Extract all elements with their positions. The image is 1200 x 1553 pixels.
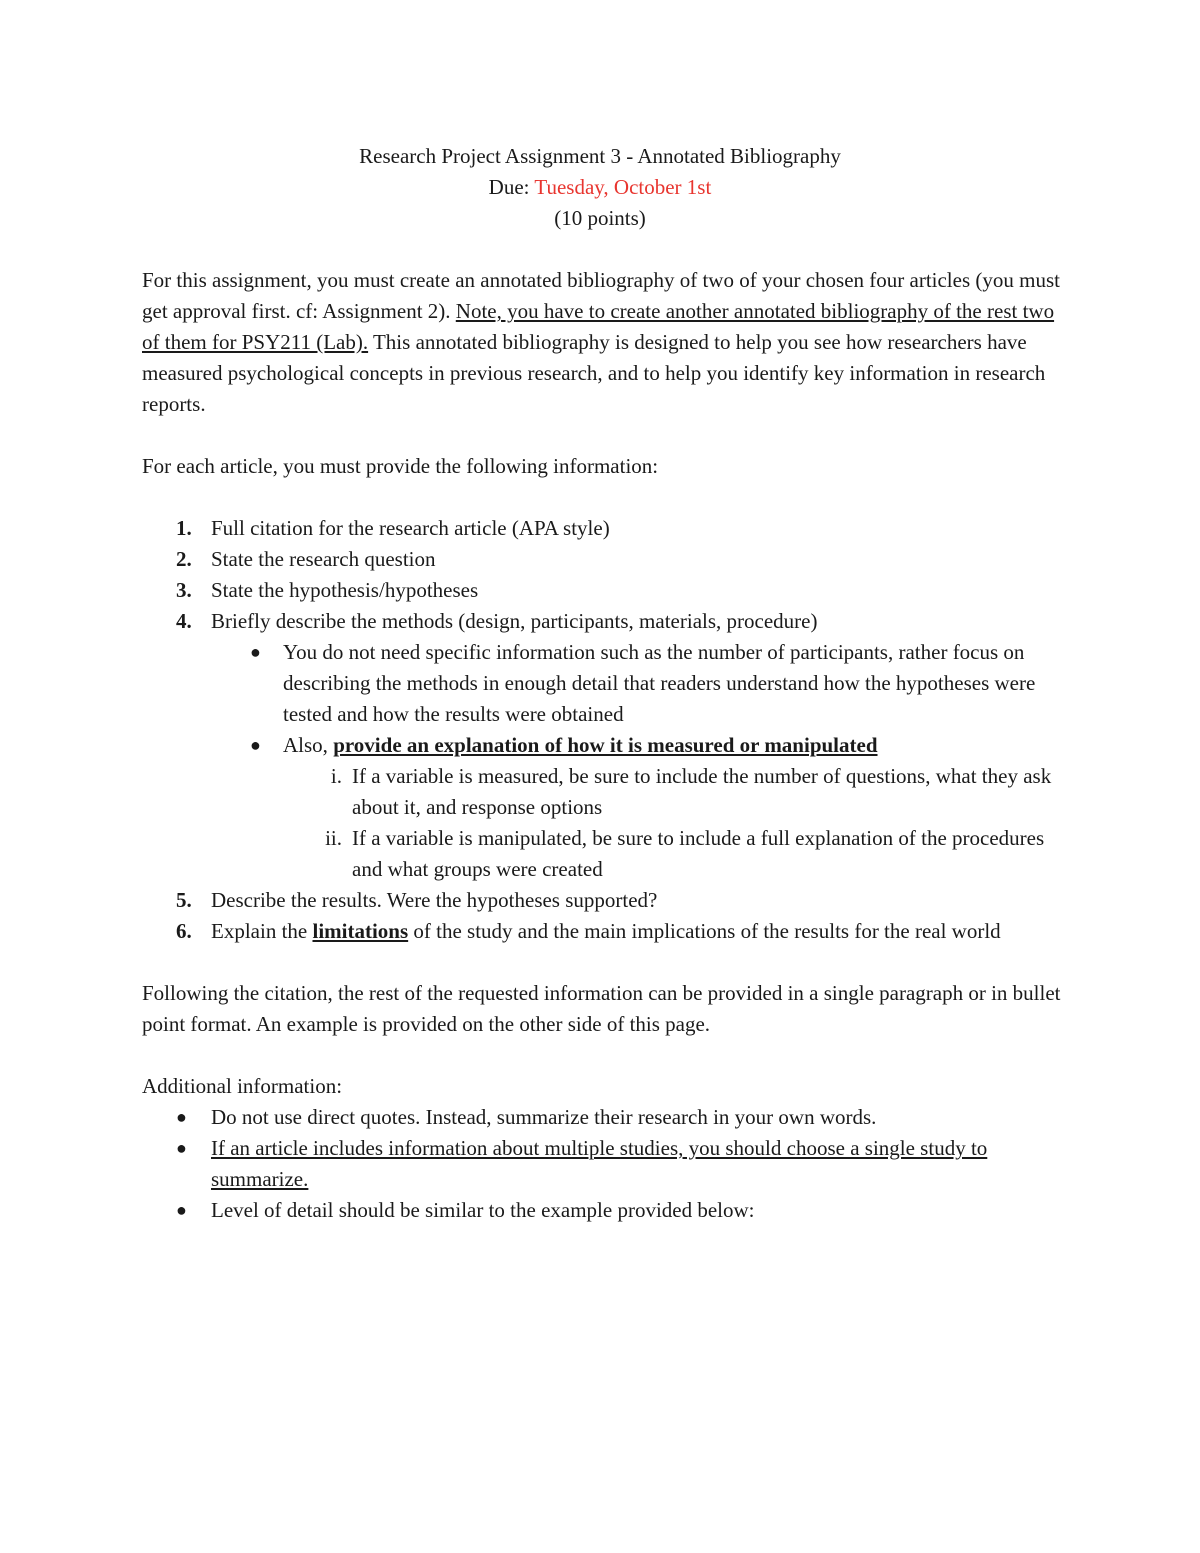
list-item-text: State the hypothesis/hypotheses [211, 578, 479, 602]
bullet-icon: ● [250, 642, 261, 662]
bullet-icon: ● [176, 1138, 187, 1158]
intro-paragraph [142, 265, 1067, 420]
requirements-list [142, 513, 1067, 947]
document-body [142, 265, 1067, 1226]
due-line [0, 172, 1200, 203]
bullet-icon: ● [250, 735, 261, 755]
bullet-icon: ● [176, 1107, 187, 1127]
sub-bullet-text: You do not need specific information such as the number of participants, rather focus on describing the methods in enough detail that readers understand how the hypotheses were tested and how the results were obtained [283, 640, 1036, 726]
roman-item: ii. If a variable is manipulated, be sure to include a full explanation of the procedures and what groups were created [142, 823, 1067, 885]
list-item: 5. Describe the results. Were the hypotheses supported? [142, 885, 1067, 916]
additional-heading: Additional information: [142, 1074, 343, 1098]
sub-bullet [142, 730, 1067, 761]
following-paragraph: Following the citation, the rest of the requested information can be provided in a single paragraph or in bullet point format. An example is provided on the other side of this page. [142, 981, 1061, 1036]
list-item: 4. Briefly describe the methods (design, participants, materials, procedure) [142, 606, 1067, 637]
list-item: 2. State the research question [142, 544, 1067, 575]
list-item-emphasis: limitations [312, 919, 409, 943]
points: (10 points) [554, 206, 646, 230]
due-label: Due: [488, 175, 535, 199]
roman-item: i. If a variable is measured, be sure to include the number of questions, what they ask about it, and response options [142, 761, 1067, 823]
list-item-text: If an article includes information about multiple studies, you should choose a single study to summarize. [211, 1136, 988, 1191]
list-item [142, 1102, 1067, 1133]
sub-bullet-prefix: Also, [283, 733, 334, 757]
list-item-text: Describe the results. Were the hypotheses supported? [211, 888, 658, 912]
document-title: Research Project Assignment 3 - Annotated Bibliography [359, 144, 841, 168]
list-item-text [142, 916, 1067, 947]
list-item: 1. Full citation for the research article (APA style) [142, 513, 1067, 544]
roman-item-text: If a variable is measured, be sure to include the number of questions, what they ask about it, and response options [352, 764, 1052, 819]
list-item [142, 1133, 1067, 1195]
for-each-paragraph: For each article, you must provide the following information: [142, 454, 659, 478]
intro-text: For this assignment, you must create an annotated bibliography of two of your chosen four articles (you must get approval first. cf: Assignment 2). [142, 268, 1060, 323]
due-date: Tuesday, October 1st [534, 175, 712, 199]
list-item: 3. State the hypothesis/hypotheses [142, 575, 1067, 606]
list-item-text: Level of detail should be similar to the example provided below: [211, 1198, 755, 1222]
roman-item-text: If a variable is manipulated, be sure to include a full explanation of the procedures and what groups were created [352, 826, 1045, 881]
list-item-text: Briefly describe the methods (design, participants, materials, procedure) [211, 609, 818, 633]
list-item-text: Full citation for the research article (APA style) [211, 516, 610, 540]
sub-bullet-emphasis: provide an explanation of how it is measured or manipulated [333, 733, 878, 757]
list-item-text: State the research question [211, 547, 436, 571]
list-item: 6. Explain the limitations of the study and the main implications of the results for the real world [142, 916, 1067, 947]
sub-bullet-text [142, 730, 1067, 761]
sub-bullet [142, 637, 1067, 730]
list-item-prefix: Explain the [211, 919, 313, 943]
intro-text-rest: This annotated bibliography is designed to help you see how researchers have measured psychological concepts in previous research, and to help you identify key information in research reports. [142, 330, 1046, 416]
intro-underlined-note: Note, you have to create another annotated bibliography of the rest two of them for PSY211 (Lab). [142, 299, 1055, 354]
bullet-icon: ● [176, 1200, 187, 1220]
list-item-rest: of the study and the main implications of the results for the real world [408, 919, 1001, 943]
additional-list [142, 1102, 1067, 1226]
list-item-text: Do not use direct quotes. Instead, summarize their research in your own words. [211, 1105, 877, 1129]
list-item [142, 1195, 1067, 1226]
document-header [0, 141, 1200, 234]
